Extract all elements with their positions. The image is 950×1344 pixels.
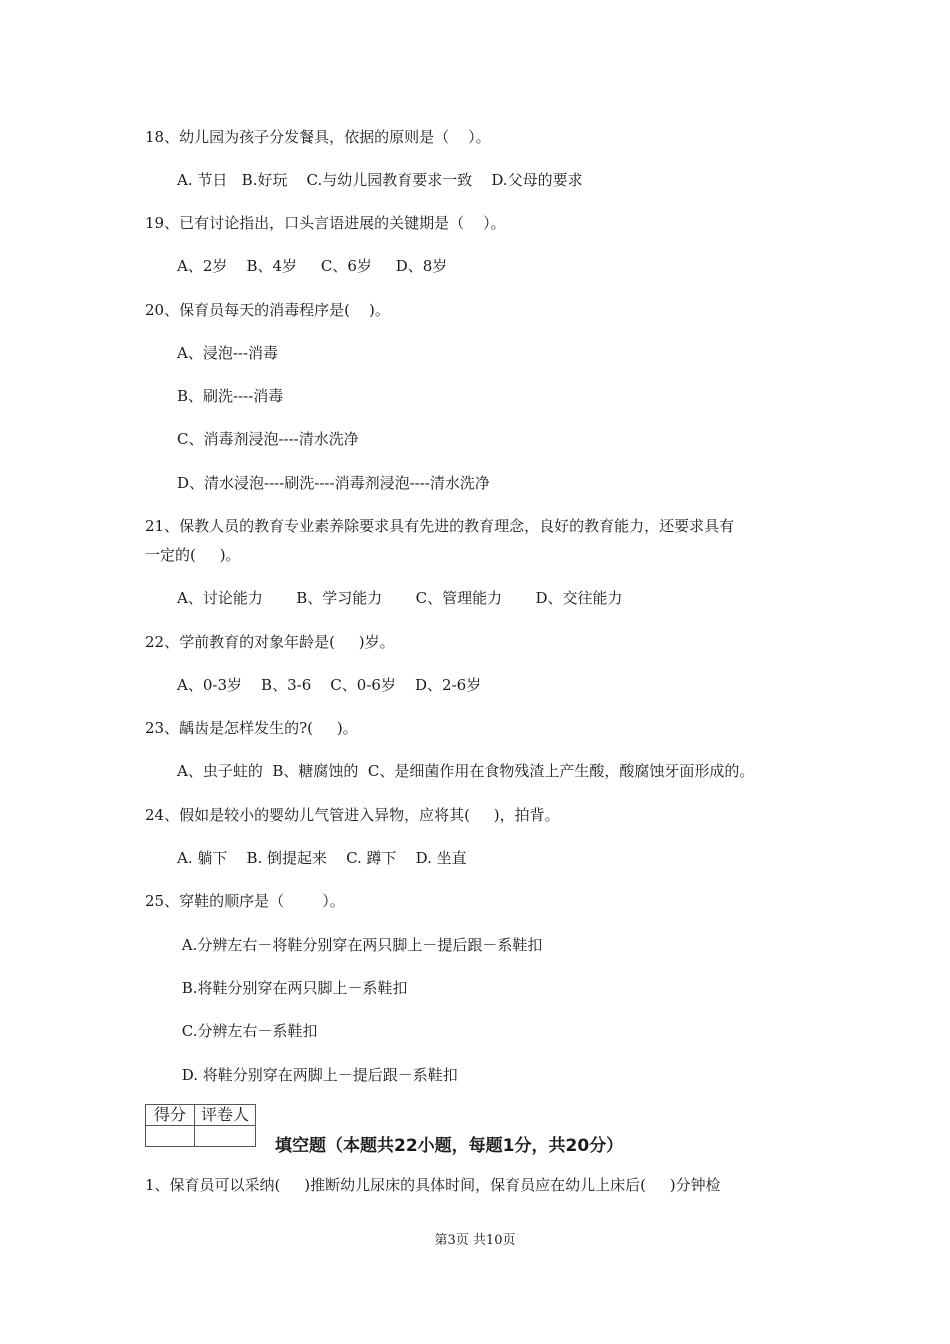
question-23-stem: 23、龋齿是怎样发生的?( )。 bbox=[145, 719, 358, 737]
score-cell bbox=[146, 1126, 195, 1147]
question-21-stem: 21、保教人员的教育专业素养除要求具有先进的教育理念，良好的教育能力，还要求具有 bbox=[145, 517, 735, 535]
question-25-option-b: B.将鞋分别穿在两只脚上－系鞋扣 bbox=[177, 979, 408, 997]
question-25-option-a: A.分辨左右－将鞋分别穿在两只脚上－提后跟－系鞋扣 bbox=[177, 936, 543, 954]
question-20-option-c: C、消毒剂浸泡----清水洗净 bbox=[177, 430, 359, 448]
question-25-option-c: C.分辨左右－系鞋扣 bbox=[177, 1022, 318, 1040]
page-footer: 第3页 共10页 bbox=[434, 1233, 516, 1248]
grader-label: 评卷人 bbox=[195, 1105, 256, 1126]
question-22-options: A、0-3岁 B、3-6 C、0-6岁 D、2-6岁 bbox=[177, 676, 482, 694]
section-title: 填空题（本题共22小题，每题1分，共20分） bbox=[275, 1136, 624, 1156]
question-18-stem: 18、幼儿园为孩子分发餐具，依据的原则是（ ）。 bbox=[145, 128, 491, 146]
question-25-option-d: D. 将鞋分别穿在两脚上－提后跟－系鞋扣 bbox=[177, 1066, 458, 1084]
fill-question-1: 1、保育员可以采纳( )推断幼儿尿床的具体时间，保育员应在幼儿上床后( )分钟检 bbox=[145, 1176, 721, 1194]
question-24-options: A. 躺下 B. 倒提起来 C. 蹲下 D. 坐直 bbox=[177, 849, 467, 867]
grader-cell bbox=[195, 1126, 256, 1147]
question-20-option-a: A、浸泡---消毒 bbox=[177, 344, 279, 362]
question-24-stem: 24、假如是较小的婴幼儿气管进入异物，应将其( )，拍背。 bbox=[145, 806, 560, 824]
question-18-options: A. 节日 B.好玩 C.与幼儿园教育要求一致 D.父母的要求 bbox=[177, 171, 583, 189]
question-25-stem: 25、穿鞋的顺序是（ ）。 bbox=[145, 892, 345, 910]
score-table bbox=[145, 1104, 256, 1147]
question-23-options: A、虫子蛀的 B、糖腐蚀的 C、是细菌作用在食物残渣上产生酸，酸腐蚀牙面形成的。 bbox=[177, 762, 755, 780]
question-22-stem: 22、学前教育的对象年龄是( )岁。 bbox=[145, 633, 395, 651]
question-19-stem: 19、已有讨论指出，口头言语进展的关键期是（ ）。 bbox=[145, 214, 506, 232]
question-21-options: A、讨论能力 B、学习能力 C、管理能力 D、交往能力 bbox=[177, 589, 623, 607]
question-21-stem-continued: 一定的( )。 bbox=[145, 546, 241, 564]
score-label: 得分 bbox=[146, 1105, 195, 1126]
question-19-options: A、2岁 B、4岁 C、6岁 D、8岁 bbox=[177, 257, 448, 275]
question-20-stem: 20、保育员每天的消毒程序是( )。 bbox=[145, 301, 390, 319]
question-20-option-d: D、清水浸泡----刷洗----消毒剂浸泡----清水洗净 bbox=[177, 474, 490, 492]
question-20-option-b: B、刷洗----消毒 bbox=[177, 387, 284, 405]
